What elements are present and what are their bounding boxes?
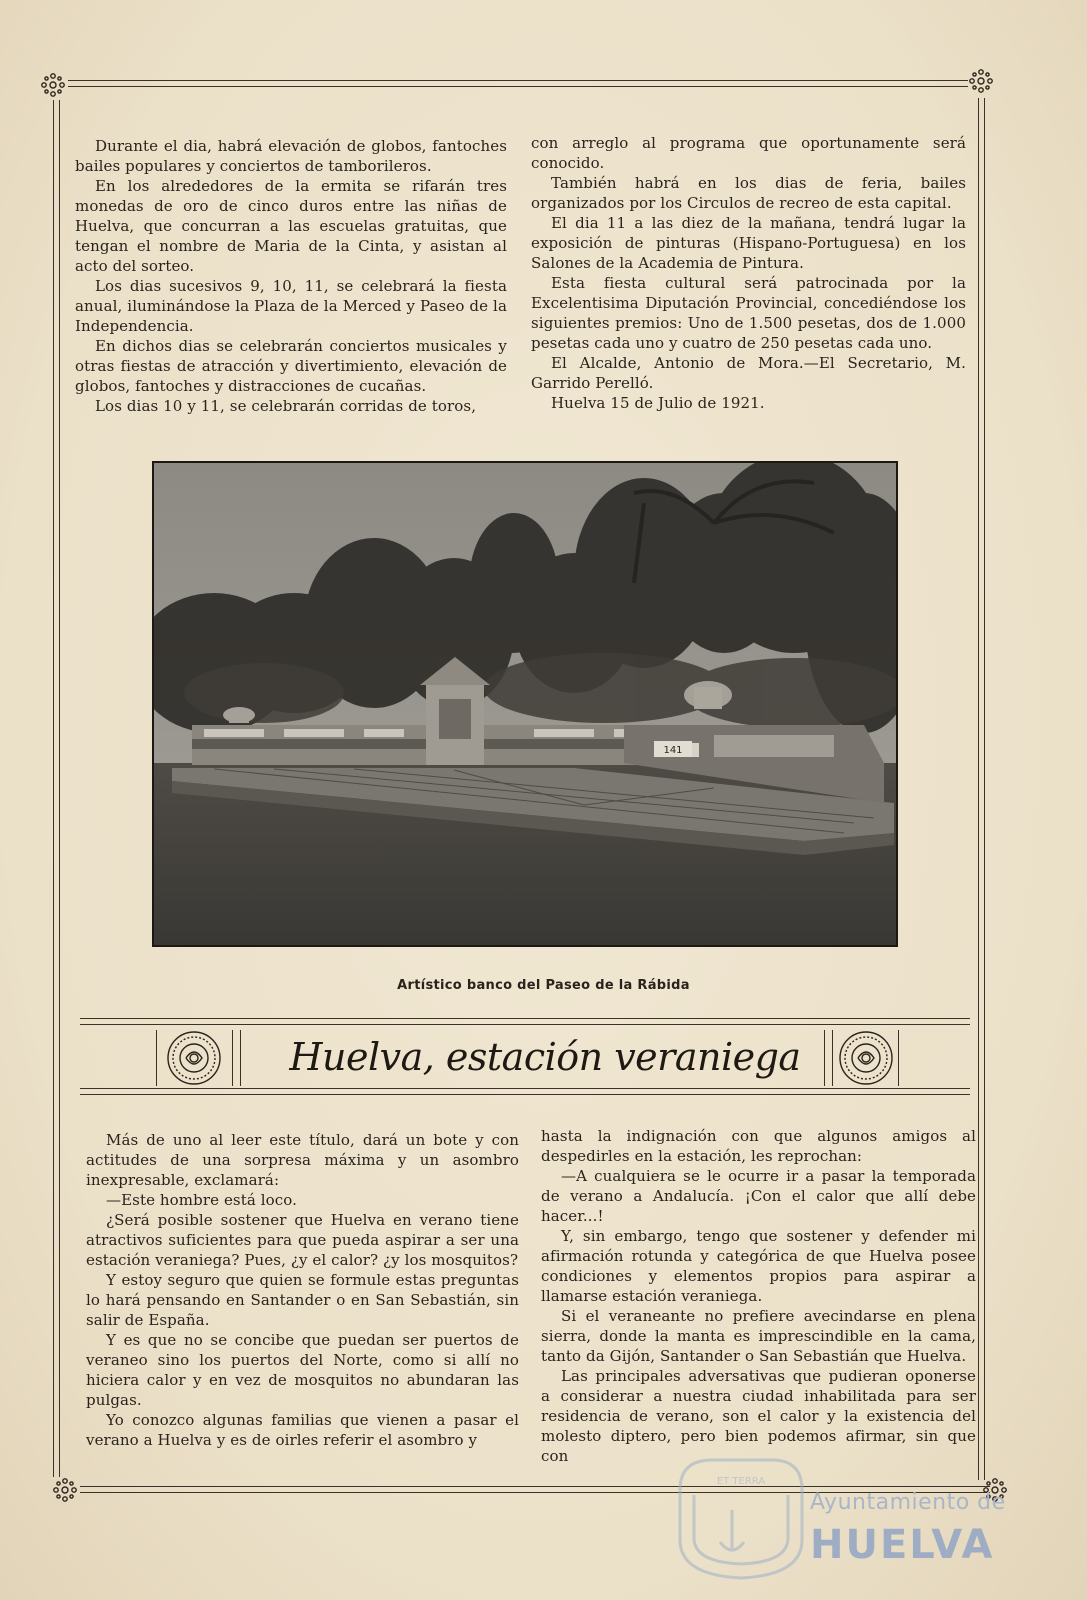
watermark-shield-text: ET TERRA: [716, 1476, 766, 1487]
bench-plaque-text: 141: [663, 745, 683, 756]
corner-ornament-bottom-left: [50, 1475, 80, 1505]
watermark-line-1: Ayuntamiento de: [810, 1490, 1006, 1515]
article-title: Huelva, estación veraniega: [289, 1035, 801, 1079]
frame-right-rule-inner: [984, 98, 985, 1480]
paragraph: En los alrededores de la ermita se rifarán tres monedas de oro de cinco duros entre las niñas de Huelva, que concurran a las escuelas gratuitas, que tengan el nombre de Maria de la Cinta, y asistan al acto del sorteo.: [75, 177, 507, 275]
photo-caption: Artístico banco del Paseo de la Rábida: [397, 978, 690, 993]
paragraph: —A cualquiera se le ocurre ir a pasar la temporada de verano a Andalucía. ¡Con el calor que allí debe hacer...!: [541, 1167, 976, 1225]
top-right-column: [531, 133, 966, 413]
frame-right-rule: [978, 98, 979, 1480]
paragraph: El Alcalde, Antonio de Mora.—El Secretario, M. Garrido Perelló.: [531, 354, 966, 392]
rosette-emblem-right: [836, 1028, 896, 1088]
paragraph: El dia 11 a las diez de la mañana, tendrá lugar la exposición de pinturas (Hispano-Portuguesa) en los Salones de la Academia de Pintura.: [531, 214, 966, 272]
bench-photo-illustration: [154, 463, 896, 945]
paragraph: Los dias sucesivos 9, 10, 11, se celebrará la fiesta anual, iluminándose la Plaza de la Merced y Paseo de la Independencia.: [75, 277, 507, 335]
banner-left-bar-2: [232, 1030, 233, 1086]
article-right-column: [541, 1126, 976, 1466]
paragraph: En dichos dias se celebrarán conciertos musicales y otras fiestas de atracción y divertimiento, elevación de globos, fantoches y distracciones de cucañas.: [75, 337, 507, 395]
frame-left-rule-inner: [59, 100, 60, 1477]
paragraph: Y estoy seguro que quien se formule estas preguntas lo hará pensando en Santander o en San Sebastián, sin salir de España.: [86, 1271, 519, 1329]
photograph-bench-paseo-rabida: [152, 461, 898, 947]
paragraph: Los dias 10 y 11, se celebrarán corridas de toros,: [95, 397, 477, 415]
banner-left-bar-1: [156, 1030, 157, 1086]
paragraph: Si el veraneante no prefiere avecindarse en plena sierra, donde la manta es imprescindible en la cama, tanto da Gijón, Santander o San Sebastián que Huelva.: [541, 1307, 976, 1365]
banner-bottom-rule: [80, 1088, 970, 1089]
frame-left-rule: [53, 100, 54, 1477]
paragraph: hasta la indignación con que algunos amigos al despedirles en la estación, les reprochan:: [541, 1127, 976, 1165]
paragraph: Huelva 15 de Julio de 1921.: [551, 394, 765, 412]
paragraph: Y es que no se concibe que puedan ser puertos de veraneo sino los puertos del Norte, como si allí no hiciera calor y en vez de mosquitos no abundaran las pulgas.: [86, 1331, 519, 1409]
paragraph: Y, sin embargo, tengo que sostener y defender mi afirmación rotunda y categórica de que Huelva posee condiciones y elementos propios para aspirar a llamarse estación veraniega.: [541, 1227, 976, 1305]
corner-ornament-top-left: [38, 70, 68, 100]
top-left-column: [75, 136, 507, 416]
watermark-line-2: HUELVA: [810, 1522, 995, 1568]
paragraph: —Este hombre está loco.: [106, 1191, 298, 1209]
paragraph: También habrá en los dias de feria, bailes organizados por los Circulos de recreo de esta capital.: [531, 174, 966, 212]
paragraph: con arreglo al programa que oportunamente será conocido.: [531, 134, 966, 172]
paragraph: Las principales adversativas que pudieran oponerse a considerar a nuestra ciudad inhabilitada para ser residencia de verano, son el calor y la existencia del molesto diptero, pero bien podemos afirmar, sin que con: [541, 1367, 976, 1465]
corner-ornament-top-right: [966, 66, 996, 96]
banner-bottom-rule-inner: [80, 1094, 970, 1095]
frame-top-rule-inner: [68, 86, 968, 87]
paragraph: Yo conozco algunas familias que vienen a pasar el verano a Huelva y es de oirles referir el asombro y: [86, 1411, 519, 1449]
banner-top-rule: [80, 1018, 970, 1019]
article-left-column: [86, 1130, 519, 1450]
paragraph: Esta fiesta cultural será patrocinada por la Excelentisima Diputación Provincial, concediéndose los siguientes premios: Uno de 1.500 pesetas, dos de 1.000 pesetas cada uno y cuatro de 250 pesetas cada uno.: [531, 274, 966, 352]
banner-left-bar-3: [240, 1030, 241, 1086]
banner-right-bar-3: [898, 1030, 899, 1086]
paragraph: ¿Será posible sostener que Huelva en verano tiene atractivos suficientes para que pueda aspirar a ser una estación veraniega? Pues, ¿y el calor? ¿y los mosquitos?: [86, 1211, 519, 1269]
paragraph: Más de uno al leer este título, dará un bote y con actitudes de una sorpresa máxima y un asombro inexpresable, exclamará:: [86, 1131, 519, 1189]
rosette-emblem-left: [164, 1028, 224, 1088]
paragraph: Durante el dia, habrá elevación de globos, fantoches bailes populares y conciertos de tamborileros.: [75, 137, 507, 175]
frame-top-rule: [68, 80, 968, 81]
banner-top-rule-inner: [80, 1024, 970, 1025]
